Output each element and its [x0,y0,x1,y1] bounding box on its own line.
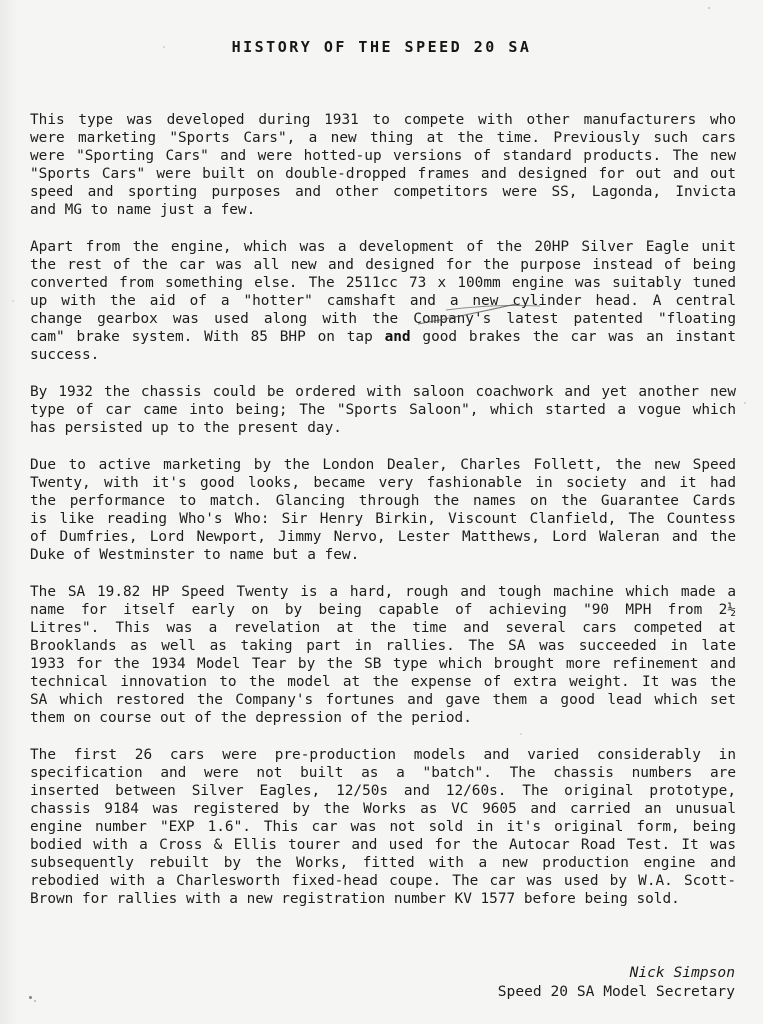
text-line: rebodied with a Charlesworth fixed-head coupe. The car was used by W.A. Scott- [30,873,736,889]
text-line: were "Sporting Cars" and were hotted-up versions of standard products. The new [30,148,736,164]
text-line: specification and were not built as a "batch". The chassis numbers are [30,765,736,781]
text-line: has persisted up to the present day. [30,420,342,436]
text-line: and MG to name just a few. [30,202,256,218]
text-line: inserted between Silver Eagles, 12/50s and 12/60s. The original prototype, [30,783,736,799]
text-line: Duke of Westminster to name but a few. [30,547,360,563]
signature-block [498,963,735,1001]
text-line: type of car came into being; The "Sports Saloon", which started a vogue which [30,402,736,418]
text-line: Twenty, with it's good looks, became very fashionable in society and it had [30,475,736,491]
text-line: Litres". This was a revelation at the time and several cars competed at [30,620,736,636]
text-line: Brooklands as well as taking part in rallies. The SA was succeeded in late [30,638,736,654]
text-line: Due to active marketing by the London Dealer, Charles Follett, the new Speed [30,457,736,473]
text-line: name for itself early on by being capable of achieving "90 MPH from 2½ [30,602,736,618]
text-line: technical innovation to the model at the expense of extra weight. It was the [30,674,736,690]
document-body [30,111,736,927]
text-line: chassis 9184 was registered by the Works as VC 9605 and carried an unusual [30,801,736,817]
text-line: of Dumfries, Lord Newport, Jimmy Nervo, Lester Matthews, Lord Waleran and the [30,529,736,545]
signature-name: Nick Simpson [629,964,735,981]
text-line: is like reading Who's Who: Sir Henry Birkin, Viscount Clanfield, The Countess [30,511,736,527]
text-line: the rest of the car was all new and designed for the purpose instead of being [30,257,736,273]
paragraph [30,383,736,437]
text-line: The SA 19.82 HP Speed Twenty is a hard, rough and tough machine which made a [30,584,736,600]
text-line: speed and sporting purposes and other competitors were SS, Lagonda, Invicta [30,184,736,200]
text-line: were marketing "Sports Cars", a new thing at the time. Previously such cars [30,130,736,146]
paragraph [30,583,736,727]
signature-role: Speed 20 SA Model Secretary [497,983,735,1000]
paragraph [30,456,736,564]
text-line: SA which restored the Company's fortunes and gave them a good lead which set [30,692,736,708]
text-line: cam" brake system. With 85 BHP on tap and good brakes the car was an instant [30,329,736,345]
text-line: Brown for rallies with a new registration number KV 1577 before being sold. [30,891,680,907]
text-line: Apart from the engine, which was a development of the 20HP Silver Eagle unit [30,239,736,255]
text-line: the performance to match. Glancing through the names on the Guarantee Cards [30,493,736,509]
text-line: This type was developed during 1931 to compete with other manufacturers who [30,112,736,128]
text-line: success. [30,347,100,363]
text-line: bodied with a Cross & Ellis tourer and used for the Autocar Road Test. It was [30,837,736,853]
scan-speck [12,300,14,302]
paragraph [30,111,736,219]
scan-speck [29,996,32,999]
text-line: change gearbox was used along with the Company's latest patented "floating [30,311,736,327]
page-title: HISTORY OF THE SPEED 20 SA [231,38,532,56]
text-line: The first 26 cars were pre-production models and varied considerably in [30,747,736,763]
text-line: By 1932 the chassis could be ordered with saloon coachwork and yet another new [30,384,736,400]
text-line: subsequently rebuilt by the Works, fitted with a new production engine and [30,855,736,871]
text-line: 1933 for the 1934 Model Tear by the SB type which brought more refinement and [30,656,736,672]
text-line: up with the aid of a "hotter" camshaft and a new cylinder head. A central [30,293,736,309]
text-line: converted from something else. The 2511cc 73 x 100mm engine was suitably tuned [30,275,736,291]
scan-speck [744,402,746,404]
paragraph [30,746,736,908]
text-line: them on course out of the depression of the period. [30,710,472,726]
paragraph [30,238,736,364]
scan-speck [708,7,710,9]
scan-speck [34,1000,36,1002]
text-line: "Sports Cars" were built on double-dropped frames and designed for out and out [30,166,736,182]
text-line: engine number "EXP 1.6". This car was not sold in it's original form, being [30,819,736,835]
